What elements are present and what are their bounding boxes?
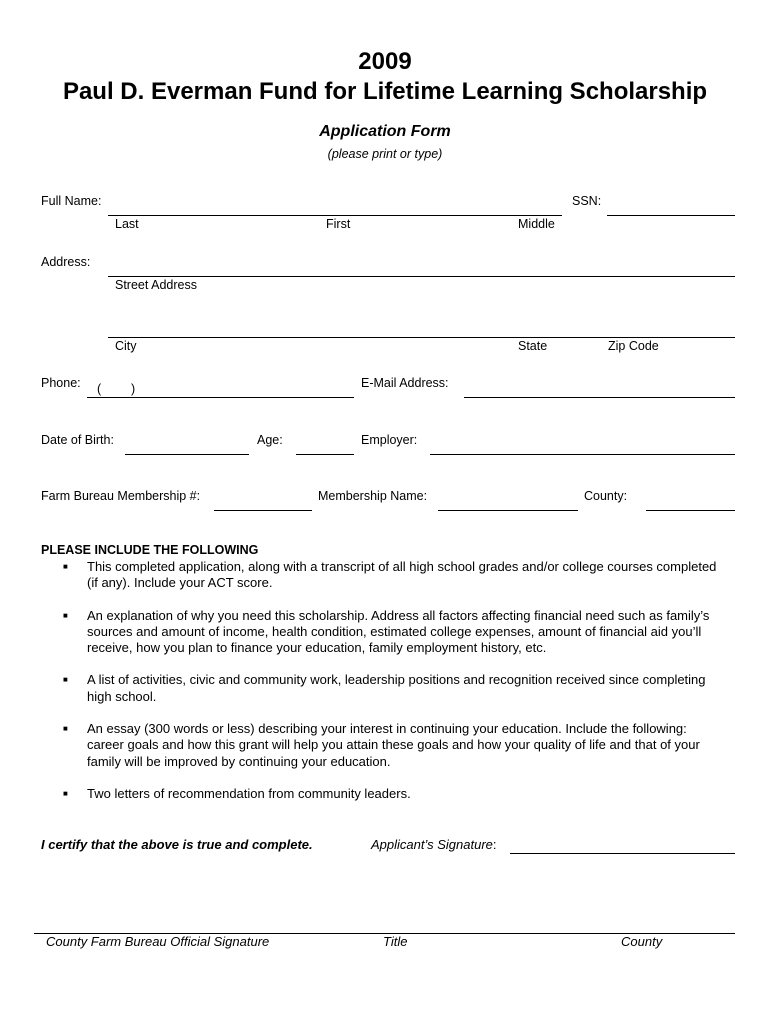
bullet-icon: ■ [63,788,68,798]
requirement-item: ■ An essay (300 words or less) describing your interest in continuing your education. Include the following: career goals and how this grant will help you attain these goals and how your quality of life and that of your family will be improved by continuing your education. [63,721,700,769]
title-caption: Title [383,934,408,949]
age-line[interactable] [296,454,354,455]
address-label: Address: [41,255,91,269]
dob-label: Date of Birth: [41,433,114,447]
county-caption: County [621,934,663,949]
bullet-icon: ■ [63,610,68,620]
county-line[interactable] [646,510,735,511]
certification-statement: I certify that the above is true and complete. [41,837,313,852]
bullet-icon: ■ [63,724,68,734]
form-year: 2009 [358,48,412,75]
bullet-icon: ■ [63,675,68,685]
membership-name-label: Membership Name: [318,489,428,503]
last-name-caption: Last [115,217,139,231]
applicant-signature-label: Applicant’s Signature: [371,837,497,852]
zip-code-caption: Zip Code [608,339,659,353]
first-name-caption: First [326,217,351,231]
form-subtitle: Application Form [319,123,451,140]
phone-paren-open: ( [97,382,102,396]
employer-line[interactable] [430,454,735,455]
requirement-item: ■ An explanation of why you need this scholarship. Address all factors affecting financial need such as family’s sources and amount of income, health condition, estimated college expenses, amount of financial aid you’ll receive, how you plan to finance your education, family employment history, etc. [63,607,710,656]
requirement-item: ■ Two letters of recommendation from community leaders. [63,785,411,801]
full-name-line[interactable] [108,215,562,216]
street-address-line[interactable] [108,276,735,277]
fb-membership-line[interactable] [214,510,312,511]
middle-name-caption: Middle [518,217,555,231]
county-label: County: [584,489,628,503]
email-line[interactable] [464,397,735,398]
membership-name-line[interactable] [438,510,578,511]
phone-line[interactable] [87,397,354,398]
full-name-label: Full Name: [41,194,102,208]
street-address-caption: Street Address [115,278,197,292]
ssn-label: SSN: [572,194,602,208]
phone-paren-close: ) [131,382,136,396]
requirements-heading: PLEASE INCLUDE THE FOLLOWING [41,543,259,557]
ssn-line[interactable] [607,215,735,216]
bullet-icon: ■ [63,562,68,571]
city-caption: City [115,339,137,353]
form-title: Paul D. Everman Fund for Lifetime Learning Scholarship [62,78,708,105]
city-state-zip-line[interactable] [108,337,735,338]
phone-label: Phone: [41,376,81,390]
requirement-item: ■ A list of activities, civic and community work, leadership positions and recognition received since completing high school. [63,672,706,704]
employer-label: Employer: [361,433,418,447]
email-label: E-Mail Address: [361,376,449,390]
requirements-list [41,559,721,802]
print-note: (please print or type) [327,147,443,161]
state-caption: State [518,339,548,353]
applicant-signature-line[interactable] [510,853,735,854]
age-label: Age: [257,433,283,447]
requirement-item: ■ This completed application, along with a transcript of all high school grades and/or college courses completed (if any). Include your ACT score. [63,559,717,591]
dob-line[interactable] [125,454,249,455]
fb-membership-label: Farm Bureau Membership #: [41,489,201,503]
official-signature-caption: County Farm Bureau Official Signature [46,934,270,949]
